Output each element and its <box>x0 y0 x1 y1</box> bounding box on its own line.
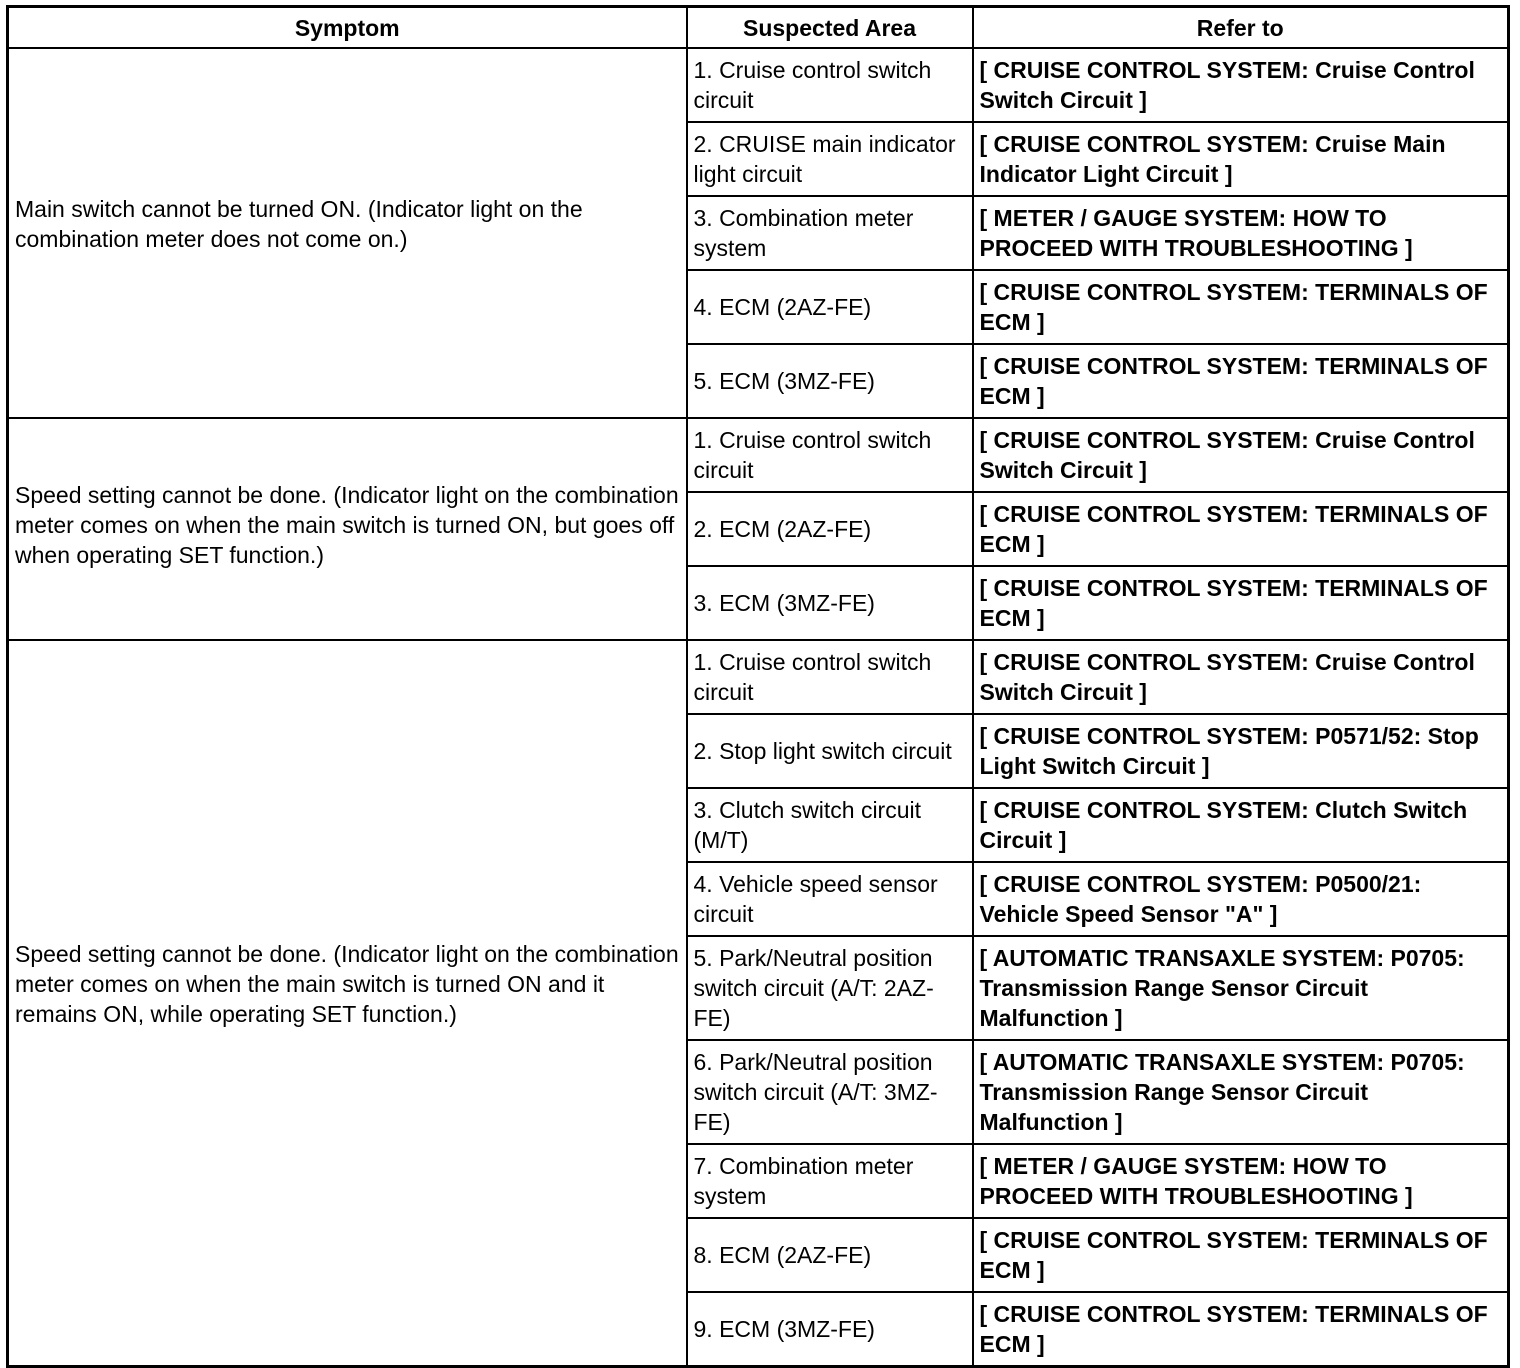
suspected-area-cell: 2. Stop light switch circuit <box>687 714 973 788</box>
refer-to-cell: [ CRUISE CONTROL SYSTEM: TERMINALS OF ECM ] <box>973 492 1509 566</box>
refer-to-cell: [ CRUISE CONTROL SYSTEM: Cruise Control Switch Circuit ] <box>973 418 1509 492</box>
refer-to-cell: [ CRUISE CONTROL SYSTEM: TERMINALS OF ECM ] <box>973 1218 1509 1292</box>
suspected-area-cell: 2. ECM (2AZ-FE) <box>687 492 973 566</box>
table-row <box>8 418 1509 492</box>
header-suspected-area: Suspected Area <box>687 7 973 49</box>
troubleshooting-table <box>6 5 1510 1368</box>
refer-to-cell: [ CRUISE CONTROL SYSTEM: Cruise Control Switch Circuit ] <box>973 48 1509 122</box>
table-row <box>8 640 1509 714</box>
suspected-area-cell: 4. ECM (2AZ-FE) <box>687 270 973 344</box>
refer-to-cell: [ AUTOMATIC TRANSAXLE SYSTEM: P0705: Transmission Range Sensor Circuit Malfunction ] <box>973 1040 1509 1144</box>
suspected-area-cell: 1. Cruise control switch circuit <box>687 48 973 122</box>
refer-to-cell: [ CRUISE CONTROL SYSTEM: Cruise Control Switch Circuit ] <box>973 640 1509 714</box>
suspected-area-cell: 5. ECM (3MZ-FE) <box>687 344 973 418</box>
header-refer-to: Refer to <box>973 7 1509 49</box>
suspected-area-cell: 3. Clutch switch circuit (M/T) <box>687 788 973 862</box>
table-row <box>8 48 1509 122</box>
refer-to-cell: [ CRUISE CONTROL SYSTEM: TERMINALS OF ECM ] <box>973 566 1509 640</box>
refer-to-cell: [ METER / GAUGE SYSTEM: HOW TO PROCEED WITH TROUBLESHOOTING ] <box>973 1144 1509 1218</box>
suspected-area-cell: 4. Vehicle speed sensor circuit <box>687 862 973 936</box>
suspected-area-cell: 1. Cruise control switch circuit <box>687 418 973 492</box>
refer-to-cell: [ AUTOMATIC TRANSAXLE SYSTEM: P0705: Transmission Range Sensor Circuit Malfunction ] <box>973 936 1509 1040</box>
table-header <box>8 7 1509 49</box>
symptom-text: Speed setting cannot be done. (Indicator light on the combination meter comes on when the main switch is turned ON, but goes off when operating SET function.) <box>15 482 679 568</box>
suspected-area-cell: 2. CRUISE main indicator light circuit <box>687 122 973 196</box>
refer-to-cell: [ CRUISE CONTROL SYSTEM: P0500/21: Vehicle Speed Sensor "A" ] <box>973 862 1509 936</box>
header-symptom: Symptom <box>8 7 687 49</box>
refer-to-cell: [ CRUISE CONTROL SYSTEM: TERMINALS OF ECM ] <box>973 270 1509 344</box>
suspected-area-cell: 3. ECM (3MZ-FE) <box>687 566 973 640</box>
symptom-text: Speed setting cannot be done. (Indicator light on the combination meter comes on when the main switch is turned ON and it remains ON, while operating SET function.) <box>15 941 679 1027</box>
refer-to-cell: [ CRUISE CONTROL SYSTEM: Cruise Main Indicator Light Circuit ] <box>973 122 1509 196</box>
table-body <box>8 48 1509 1367</box>
header-row <box>8 7 1509 49</box>
suspected-area-cell: 3. Combination meter system <box>687 196 973 270</box>
symptom-cell <box>8 418 687 640</box>
refer-to-cell: [ CRUISE CONTROL SYSTEM: TERMINALS OF ECM ] <box>973 1292 1509 1367</box>
refer-to-cell: [ CRUISE CONTROL SYSTEM: Clutch Switch Circuit ] <box>973 788 1509 862</box>
refer-to-cell: [ CRUISE CONTROL SYSTEM: TERMINALS OF ECM ] <box>973 344 1509 418</box>
symptom-cell <box>8 640 687 1367</box>
suspected-area-cell: 9. ECM (3MZ-FE) <box>687 1292 973 1367</box>
refer-to-cell: [ METER / GAUGE SYSTEM: HOW TO PROCEED WITH TROUBLESHOOTING ] <box>973 196 1509 270</box>
refer-to-cell: [ CRUISE CONTROL SYSTEM: P0571/52: Stop Light Switch Circuit ] <box>973 714 1509 788</box>
symptom-text: Main switch cannot be turned ON. (Indicator light on the combination meter does not come on.) <box>15 196 583 252</box>
symptom-cell <box>8 48 687 418</box>
suspected-area-cell: 5. Park/Neutral position switch circuit (A/T: 2AZ-FE) <box>687 936 973 1040</box>
suspected-area-cell: 8. ECM (2AZ-FE) <box>687 1218 973 1292</box>
suspected-area-cell: 6. Park/Neutral position switch circuit (A/T: 3MZ-FE) <box>687 1040 973 1144</box>
suspected-area-cell: 1. Cruise control switch circuit <box>687 640 973 714</box>
suspected-area-cell: 7. Combination meter system <box>687 1144 973 1218</box>
